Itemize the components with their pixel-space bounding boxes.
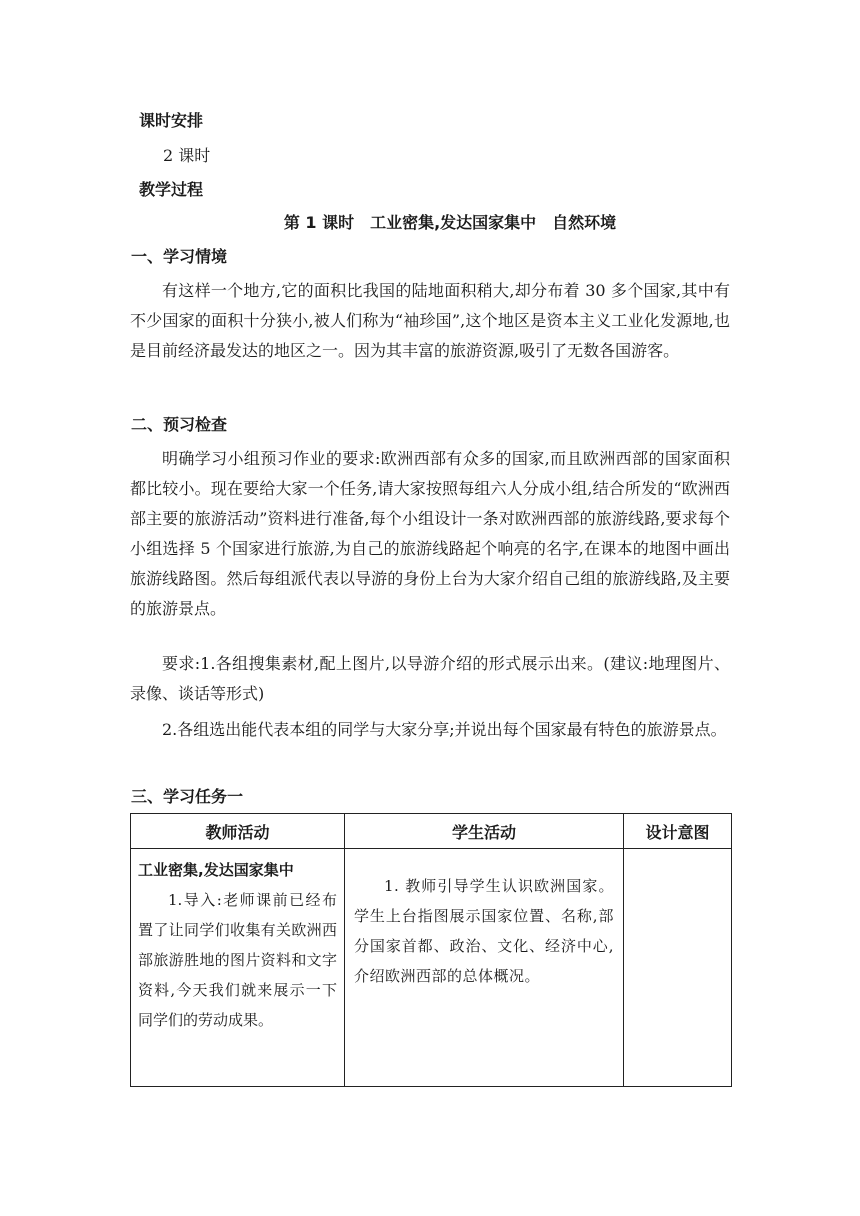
schedule-heading: 课时安排 <box>139 111 204 130</box>
teacher-activity-cell <box>131 849 345 1087</box>
teacher-activity-text: 1.导入:老师课前已经布置了让同学们收集有关欧洲西部旅游胜地的图片资料和文字资料,今天我们就来展示一下同学们的劳动成果。 <box>138 891 337 1029</box>
section2-heading: 二、预习检查 <box>131 415 228 434</box>
student-activity-cell <box>345 849 624 1087</box>
lesson-title: 第 1 课时 工业密集,发达国家集中 自然环境 <box>283 213 617 232</box>
section2-paragraph2: 要求:1.各组搜集素材,配上图片,以导游介绍的形式展示出来。(建议:地理图片、录像、谈话等形式) <box>130 654 730 703</box>
section2-paragraph1: 明确学习小组预习作业的要求:欧洲西部有众多的国家,而且欧洲西部的国家面积都比较小。现在要给大家一个任务,请大家按照每组六人分成小组,结合所发的“欧洲西部主要的旅游活动”资料进行准备,每个小组设计一条对欧洲西部的旅游线路,要求每个小组选择 5 个国家进行旅游,为自己的旅游线路起个响亮的名字,在课本的地图中画出旅游线路图。然后每组派代表以导游的身份上台为大家介绍自己组的旅游线路,及主要的旅游景点。 <box>130 449 730 618</box>
process-heading: 教学过程 <box>139 180 204 199</box>
teacher-activity-title: 工业密集,发达国家集中 <box>138 861 294 879</box>
section3-heading: 三、学习任务一 <box>131 787 244 806</box>
section1-heading: 一、学习情境 <box>131 247 228 266</box>
schedule-value: 2 课时 <box>163 146 211 165</box>
header-design-intent: 设计意图 <box>624 814 732 849</box>
section2-paragraph3: 2.各组选出能代表本组的同学与大家分享;并说出每个国家最有特色的旅游景点。 <box>162 720 727 739</box>
section1-paragraph: 有这样一个地方,它的面积比我国的陆地面积稍大,却分布着 30 多个国家,其中有不少国家的面积十分狭小,被人们称为“袖珍国”,这个地区是资本主义工业化发源地,也是目前经济最发达的地区之一。因为其丰富的旅游资源,吸引了无数各国游客。 <box>130 281 730 360</box>
student-activity-text: 1. 教师引导学生认识欧洲国家。学生上台指图展示国家位置、名称,部分国家首都、政治、文化、经济中心,介绍欧洲西部的总体概况。 <box>354 877 614 985</box>
learning-task-table <box>130 813 732 1087</box>
design-intent-cell <box>624 849 732 1087</box>
header-student-activity: 学生活动 <box>345 814 624 849</box>
header-teacher-activity: 教师活动 <box>131 814 345 849</box>
table-row <box>131 849 732 1087</box>
table-header-row <box>131 814 732 849</box>
